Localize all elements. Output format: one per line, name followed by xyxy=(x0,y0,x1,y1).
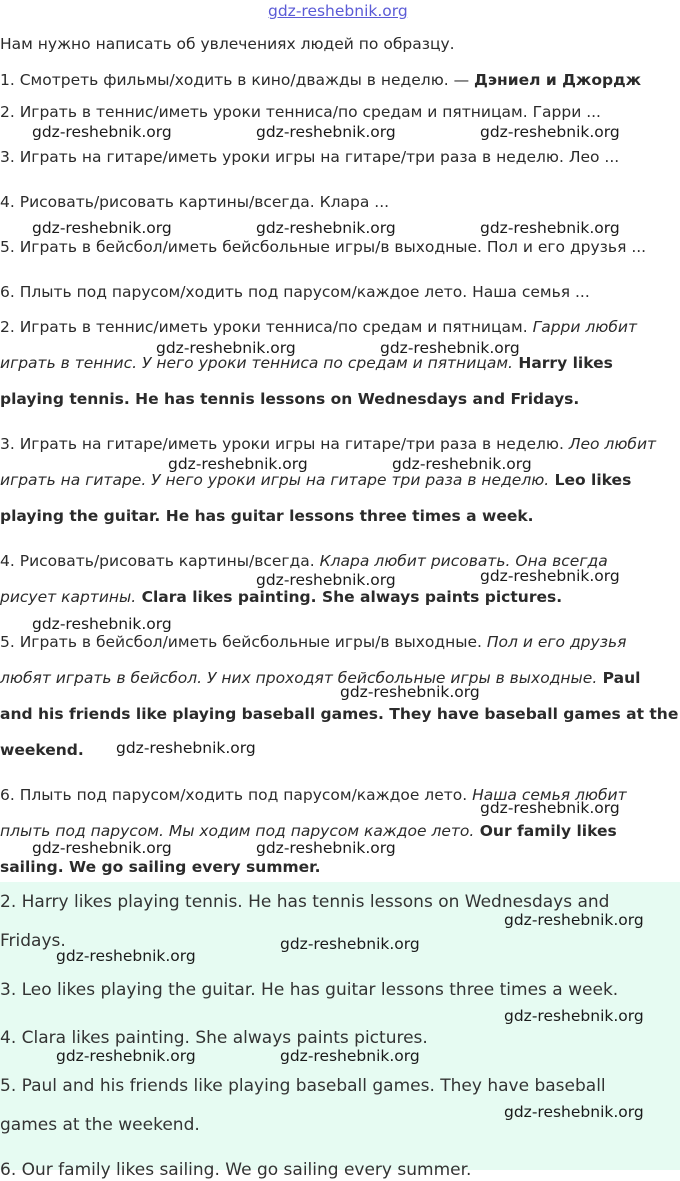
solution-5-english: Paul xyxy=(597,669,641,687)
solution-3-task: 3. Играть на гитаре/иметь уроки игры на гитаре/три раза в неделю. xyxy=(0,435,569,453)
watermark: gdz-reshebnik.org xyxy=(156,339,296,357)
task-2: 2. Играть в теннис/иметь уроки тенниса/по средам и пятницам. Гарри ... xyxy=(0,103,601,121)
task-1 xyxy=(0,70,641,90)
solution-2-line-3 xyxy=(0,389,579,409)
solution-2-task: 2. Играть в теннис/иметь уроки тенниса/по средам и пятницам. xyxy=(0,318,533,336)
solution-4-line-2 xyxy=(0,587,562,607)
watermark: gdz-reshebnik.org xyxy=(256,219,396,237)
watermark: gdz-reshebnik.org xyxy=(32,219,172,237)
answer-4: 4. Clara likes painting. She always paints pictures. xyxy=(0,1028,428,1048)
answer-3: 3. Leo likes playing the guitar. He has guitar lessons three times a week. xyxy=(0,980,619,1000)
watermark: gdz-reshebnik.org xyxy=(168,455,308,473)
watermark: gdz-reshebnik.org xyxy=(280,1047,420,1065)
solution-2-english-cont: playing tennis. He has tennis lessons on Wednesdays and Fridays. xyxy=(0,390,580,408)
watermark: gdz-reshebnik.org xyxy=(256,123,396,141)
solution-3-russian: Лео любит xyxy=(568,435,657,453)
answer-5: 5. Paul and his friends like playing baseball games. They have baseball xyxy=(0,1076,606,1096)
solution-4-russian-cont: рисует картины. xyxy=(0,588,137,606)
watermark: gdz-reshebnik.org xyxy=(480,219,620,237)
answer-5-cont: games at the weekend. xyxy=(0,1115,200,1135)
solution-2-russian: Гарри любит xyxy=(532,318,638,336)
solution-3-russian-cont: играть на гитаре. У него уроки игры на гитаре три раза в неделю. xyxy=(0,471,550,489)
solution-2-line-2 xyxy=(0,353,613,373)
solution-2-russian-cont: играть в теннис. У него уроки тенниса по средам и пятницам. xyxy=(0,354,513,372)
task-6: 6. Плыть под парусом/ходить под парусом/каждое лето. Наша семья ... xyxy=(0,283,590,301)
solution-2-english: Harry likes xyxy=(512,354,613,372)
solution-2-line-1 xyxy=(0,317,637,337)
solution-5-english-cont: and his friends like playing baseball games. They have baseball games at the xyxy=(0,705,679,723)
watermark: gdz-reshebnik.org xyxy=(32,615,172,633)
task-1-text: 1. Смотреть фильмы/ходить в кино/дважды в неделю. — xyxy=(0,71,475,89)
solution-5-english-end: weekend. xyxy=(0,741,84,759)
watermark: gdz-reshebnik.org xyxy=(380,339,520,357)
solution-5-line-4 xyxy=(0,740,84,760)
watermark: gdz-reshebnik.org xyxy=(116,739,256,757)
solution-3-line-1 xyxy=(0,434,656,454)
solution-3-line-3 xyxy=(0,506,534,526)
watermark: gdz-reshebnik.org xyxy=(32,839,172,857)
solution-6-task: 6. Плыть под парусом/ходить под парусом/каждое лето. xyxy=(0,786,473,804)
solution-5-line-1 xyxy=(0,632,626,652)
solution-6-english: Our family likes xyxy=(474,822,617,840)
solution-4-task: 4. Рисовать/рисовать картины/всегда. xyxy=(0,552,320,570)
watermark: gdz-reshebnik.org xyxy=(32,123,172,141)
solution-4-english: Clara likes painting. She always paints pictures. xyxy=(136,588,563,606)
solution-6-russian: Наша семья любит xyxy=(472,786,627,804)
watermark-link[interactable]: gdz-reshebnik.org xyxy=(268,2,408,20)
answer-2-cont: Fridays. xyxy=(0,931,66,951)
intro-text: Нам нужно написать об увлечениях людей по образцу. xyxy=(0,35,455,53)
solution-6-english-cont: sailing. We go sailing every summer. xyxy=(0,858,321,876)
watermark: gdz-reshebnik.org xyxy=(504,1103,644,1121)
watermark: gdz-reshebnik.org xyxy=(256,571,396,589)
solution-5-task: 5. Играть в бейсбол/иметь бейсбольные игры/в выходные. xyxy=(0,633,487,651)
task-5: 5. Играть в бейсбол/иметь бейсбольные игры/в выходные. Пол и его друзья ... xyxy=(0,238,647,256)
watermark: gdz-reshebnik.org xyxy=(392,455,532,473)
solution-3-english-cont: playing the guitar. He has guitar lessons three times a week. xyxy=(0,507,534,525)
watermark: gdz-reshebnik.org xyxy=(480,799,620,817)
watermark: gdz-reshebnik.org xyxy=(480,123,620,141)
solution-4-russian: Клара любит рисовать. Она всегда xyxy=(319,552,608,570)
solution-3-line-2 xyxy=(0,470,631,490)
solution-6-russian-cont: плыть под парусом. Мы ходим под парусом каждое лето. xyxy=(0,822,475,840)
solution-5-russian: Пол и его друзья xyxy=(486,633,627,651)
task-1-answer: Дэниел и Джордж xyxy=(474,71,642,89)
answer-2: 2. Harry likes playing tennis. He has tennis lessons on Wednesdays and xyxy=(0,892,610,912)
solution-6-line-2 xyxy=(0,821,617,841)
solution-6-line-3 xyxy=(0,857,320,877)
watermark: gdz-reshebnik.org xyxy=(280,935,420,953)
solution-5-line-3 xyxy=(0,704,678,724)
task-4: 4. Рисовать/рисовать картины/всегда. Клара ... xyxy=(0,193,390,211)
solution-5-russian-cont: любят играть в бейсбол. У них проходят бейсбольные игры в выходные. xyxy=(0,669,598,687)
watermark: gdz-reshebnik.org xyxy=(56,1047,196,1065)
watermark: gdz-reshebnik.org xyxy=(480,567,620,585)
solution-5-line-2 xyxy=(0,668,640,688)
task-3: 3. Играть на гитаре/иметь уроки игры на гитаре/три раза в неделю. Лео ... xyxy=(0,148,620,166)
watermark: gdz-reshebnik.org xyxy=(504,911,644,929)
watermark: gdz-reshebnik.org xyxy=(504,1007,644,1025)
solution-3-english: Leo likes xyxy=(549,471,632,489)
watermark: gdz-reshebnik.org xyxy=(56,947,196,965)
watermark: gdz-reshebnik.org xyxy=(256,839,396,857)
answer-6: 6. Our family likes sailing. We go sailing every summer. xyxy=(0,1160,472,1180)
watermark: gdz-reshebnik.org xyxy=(340,683,480,701)
